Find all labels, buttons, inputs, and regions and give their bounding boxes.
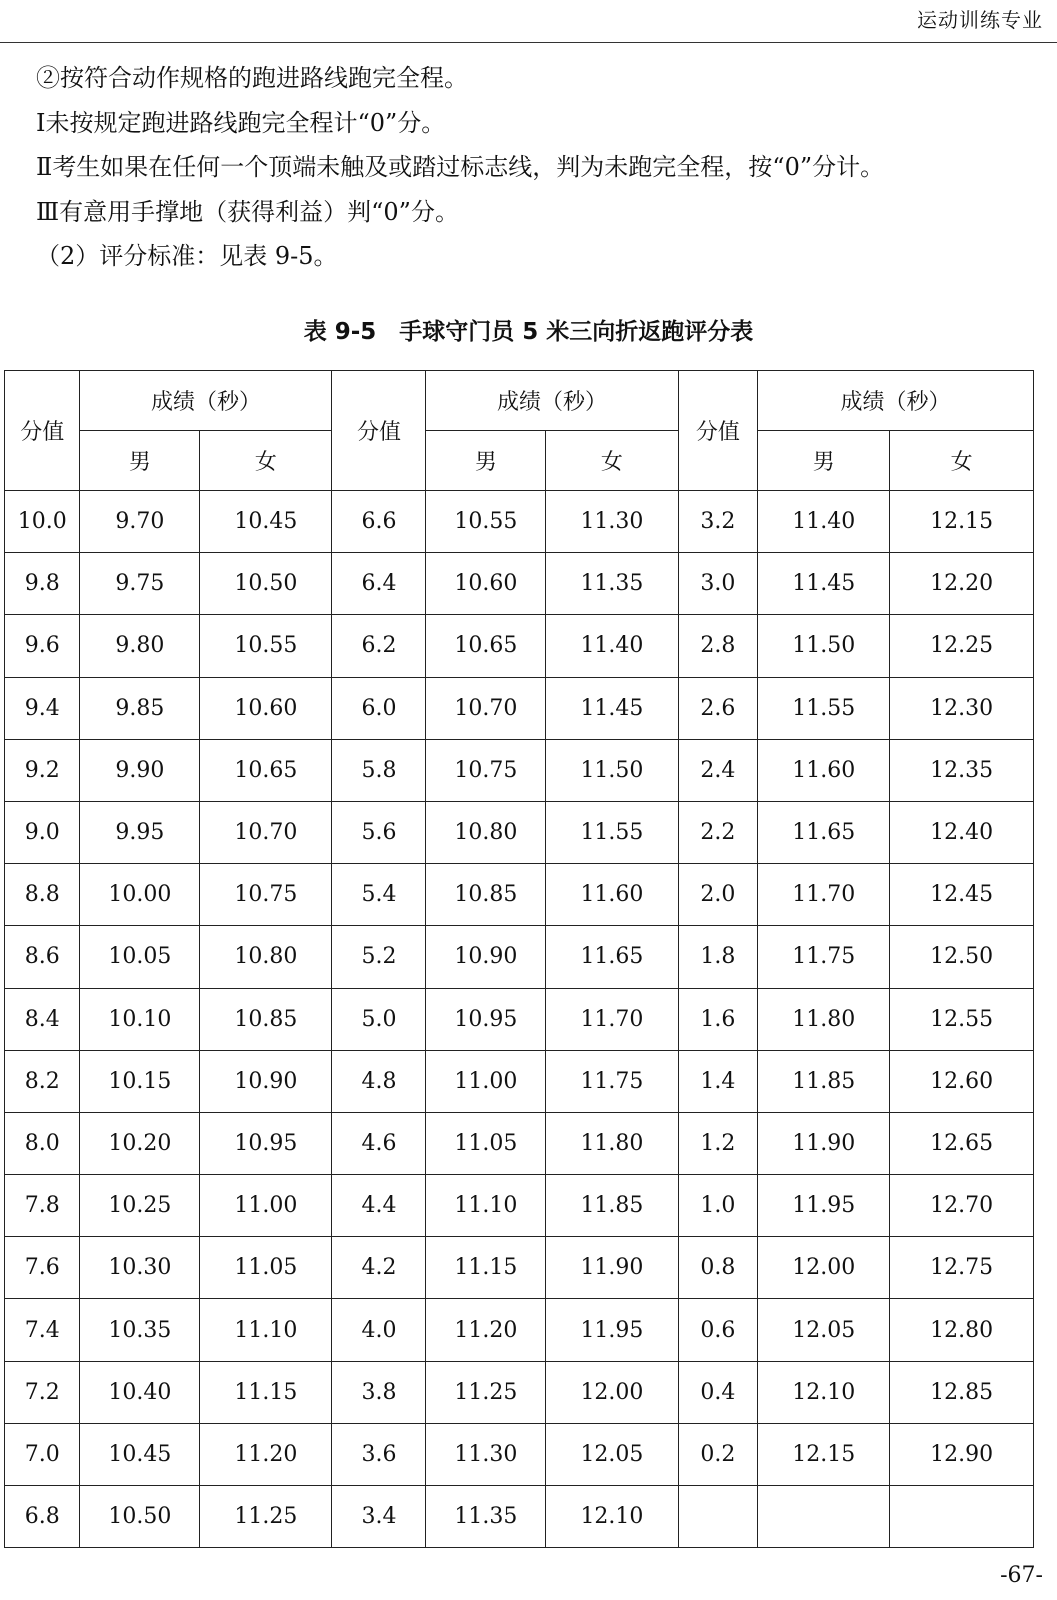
table-row: [5, 1112, 1034, 1174]
table-row: [5, 1486, 1034, 1548]
score-cell: 9.8: [5, 553, 80, 615]
male-time-cell: 10.00: [80, 864, 200, 926]
table-row: [5, 1050, 1034, 1112]
female-time-cell: 11.95: [546, 1299, 678, 1361]
page-number: -67-: [1000, 1563, 1043, 1588]
header-result: 成绩（秒）: [758, 371, 1034, 431]
female-time-cell: 10.85: [200, 988, 332, 1050]
female-time-cell: 12.35: [890, 739, 1034, 801]
score-cell: 3.0: [678, 553, 758, 615]
score-cell: 6.2: [332, 615, 426, 677]
female-time-cell: 10.50: [200, 553, 332, 615]
score-cell: 4.8: [332, 1050, 426, 1112]
female-time-cell: 11.50: [546, 739, 678, 801]
male-time-cell: 11.85: [758, 1050, 890, 1112]
female-time-cell: 10.80: [200, 926, 332, 988]
female-time-cell: 12.65: [890, 1112, 1034, 1174]
score-cell: 8.4: [5, 988, 80, 1050]
male-time-cell: [758, 1486, 890, 1548]
female-time-cell: 10.75: [200, 864, 332, 926]
male-time-cell: 10.65: [426, 615, 546, 677]
score-cell: 8.8: [5, 864, 80, 926]
male-time-cell: 10.05: [80, 926, 200, 988]
running-header: 运动训练专业: [917, 8, 1043, 32]
header-score: 分值: [332, 371, 426, 491]
female-time-cell: 12.30: [890, 677, 1034, 739]
male-time-cell: 11.80: [758, 988, 890, 1050]
female-time-cell: [890, 1486, 1034, 1548]
header-result: 成绩（秒）: [426, 371, 678, 431]
header-result: 成绩（秒）: [80, 371, 332, 431]
score-cell: 1.2: [678, 1112, 758, 1174]
female-time-cell: 12.85: [890, 1361, 1034, 1423]
score-cell: 7.8: [5, 1175, 80, 1237]
male-time-cell: 9.75: [80, 553, 200, 615]
table-row: [5, 491, 1034, 553]
score-cell: 6.4: [332, 553, 426, 615]
table-row: [5, 677, 1034, 739]
female-time-cell: 11.70: [546, 988, 678, 1050]
score-cell: 4.6: [332, 1112, 426, 1174]
male-time-cell: 11.10: [426, 1175, 546, 1237]
score-cell: 2.0: [678, 864, 758, 926]
score-cell: 6.8: [5, 1486, 80, 1548]
header-female: 女: [546, 431, 678, 491]
female-time-cell: 12.60: [890, 1050, 1034, 1112]
score-cell: 5.0: [332, 988, 426, 1050]
male-time-cell: 12.05: [758, 1299, 890, 1361]
body-line: Ⅰ未按规定跑进路线跑完全程计“0”分。: [36, 108, 446, 137]
male-time-cell: 10.70: [426, 677, 546, 739]
score-cell: 7.0: [5, 1423, 80, 1485]
male-time-cell: 11.60: [758, 739, 890, 801]
table-row: [5, 864, 1034, 926]
male-time-cell: 11.05: [426, 1112, 546, 1174]
score-cell: 1.6: [678, 988, 758, 1050]
female-time-cell: 11.85: [546, 1175, 678, 1237]
male-time-cell: 11.35: [426, 1486, 546, 1548]
female-time-cell: 11.90: [546, 1237, 678, 1299]
body-line: （2）评分标准：见表 9-5。: [36, 242, 338, 270]
male-time-cell: 11.50: [758, 615, 890, 677]
male-time-cell: 10.15: [80, 1050, 200, 1112]
female-time-cell: 11.40: [546, 615, 678, 677]
header-divider: [0, 42, 1057, 43]
male-time-cell: 10.40: [80, 1361, 200, 1423]
male-time-cell: 11.00: [426, 1050, 546, 1112]
male-time-cell: 10.50: [80, 1486, 200, 1548]
female-time-cell: 12.70: [890, 1175, 1034, 1237]
female-time-cell: 12.90: [890, 1423, 1034, 1485]
male-time-cell: 10.60: [426, 553, 546, 615]
male-time-cell: 12.10: [758, 1361, 890, 1423]
female-time-cell: 11.45: [546, 677, 678, 739]
female-time-cell: 11.65: [546, 926, 678, 988]
female-time-cell: 10.65: [200, 739, 332, 801]
score-cell: 8.0: [5, 1112, 80, 1174]
male-time-cell: 11.25: [426, 1361, 546, 1423]
score-cell: 2.6: [678, 677, 758, 739]
score-cell: 1.0: [678, 1175, 758, 1237]
table-row: [5, 553, 1034, 615]
female-time-cell: 10.70: [200, 801, 332, 863]
table-caption: 表 9-5 手球守门员 5 米三向折返跑评分表: [303, 319, 754, 345]
header-score: 分值: [5, 371, 80, 491]
body-line: Ⅱ考生如果在任何一个顶端未触及或踏过标志线，判为未跑完全程，按“0”分计。: [36, 153, 885, 181]
table-row: [5, 615, 1034, 677]
score-cell: 0.8: [678, 1237, 758, 1299]
male-time-cell: 9.95: [80, 801, 200, 863]
female-time-cell: 11.15: [200, 1361, 332, 1423]
male-time-cell: 10.45: [80, 1423, 200, 1485]
score-table: [4, 370, 1034, 1548]
table-row: [5, 1299, 1034, 1361]
score-cell: 9.6: [5, 615, 80, 677]
table-row: [5, 926, 1034, 988]
male-time-cell: 11.30: [426, 1423, 546, 1485]
female-time-cell: 10.45: [200, 491, 332, 553]
score-cell: 1.8: [678, 926, 758, 988]
score-cell: 2.2: [678, 801, 758, 863]
male-time-cell: 11.70: [758, 864, 890, 926]
male-time-cell: 10.20: [80, 1112, 200, 1174]
female-time-cell: 11.75: [546, 1050, 678, 1112]
table-row: [5, 1175, 1034, 1237]
female-time-cell: 11.60: [546, 864, 678, 926]
score-cell: 10.0: [5, 491, 80, 553]
male-time-cell: 11.65: [758, 801, 890, 863]
male-time-cell: 10.85: [426, 864, 546, 926]
female-time-cell: 11.25: [200, 1486, 332, 1548]
score-cell: 6.6: [332, 491, 426, 553]
body-text: [36, 56, 884, 279]
female-time-cell: 12.75: [890, 1237, 1034, 1299]
male-time-cell: 11.40: [758, 491, 890, 553]
female-time-cell: 11.30: [546, 491, 678, 553]
female-time-cell: 11.35: [546, 553, 678, 615]
score-cell: 3.6: [332, 1423, 426, 1485]
male-time-cell: 12.15: [758, 1423, 890, 1485]
score-cell: 5.8: [332, 739, 426, 801]
table-row: [5, 1423, 1034, 1485]
score-cell: 9.4: [5, 677, 80, 739]
female-time-cell: 10.55: [200, 615, 332, 677]
male-time-cell: 11.90: [758, 1112, 890, 1174]
male-time-cell: 9.70: [80, 491, 200, 553]
score-cell: 7.2: [5, 1361, 80, 1423]
table-row: [5, 801, 1034, 863]
score-cell: 3.8: [332, 1361, 426, 1423]
body-line: Ⅲ有意用手撑地（获得利益）判“0”分。: [36, 197, 459, 226]
female-time-cell: 12.80: [890, 1299, 1034, 1361]
male-time-cell: 10.30: [80, 1237, 200, 1299]
score-cell: 5.4: [332, 864, 426, 926]
score-cell: 7.4: [5, 1299, 80, 1361]
score-cell: 1.4: [678, 1050, 758, 1112]
header-female: 女: [200, 431, 332, 491]
male-time-cell: 12.00: [758, 1237, 890, 1299]
score-cell: 2.8: [678, 615, 758, 677]
body-line: ②按符合动作规格的跑进路线跑完全程。: [36, 64, 468, 92]
male-time-cell: 10.10: [80, 988, 200, 1050]
score-cell: 7.6: [5, 1237, 80, 1299]
score-cell: [678, 1486, 758, 1548]
score-cell: 0.2: [678, 1423, 758, 1485]
male-time-cell: 11.95: [758, 1175, 890, 1237]
score-cell: 5.2: [332, 926, 426, 988]
male-time-cell: 10.35: [80, 1299, 200, 1361]
score-cell: 9.0: [5, 801, 80, 863]
score-cell: 5.6: [332, 801, 426, 863]
score-cell: 4.2: [332, 1237, 426, 1299]
header-female: 女: [890, 431, 1034, 491]
female-time-cell: 12.55: [890, 988, 1034, 1050]
female-time-cell: 12.05: [546, 1423, 678, 1485]
male-time-cell: 9.80: [80, 615, 200, 677]
score-cell: 3.4: [332, 1486, 426, 1548]
female-time-cell: 10.60: [200, 677, 332, 739]
female-time-cell: 12.25: [890, 615, 1034, 677]
female-time-cell: 11.05: [200, 1237, 332, 1299]
male-time-cell: 10.75: [426, 739, 546, 801]
female-time-cell: 12.40: [890, 801, 1034, 863]
female-time-cell: 12.50: [890, 926, 1034, 988]
table-row: [5, 1361, 1034, 1423]
header-male: 男: [426, 431, 546, 491]
female-time-cell: 12.00: [546, 1361, 678, 1423]
header-score: 分值: [678, 371, 758, 491]
table-row: [5, 739, 1034, 801]
male-time-cell: 9.85: [80, 677, 200, 739]
score-cell: 0.6: [678, 1299, 758, 1361]
male-time-cell: 10.90: [426, 926, 546, 988]
female-time-cell: 12.10: [546, 1486, 678, 1548]
male-time-cell: 9.90: [80, 739, 200, 801]
table-body: [5, 491, 1034, 1548]
score-cell: 3.2: [678, 491, 758, 553]
header-male: 男: [758, 431, 890, 491]
male-time-cell: 11.55: [758, 677, 890, 739]
score-cell: 9.2: [5, 739, 80, 801]
table-row: [5, 988, 1034, 1050]
male-time-cell: 11.20: [426, 1299, 546, 1361]
male-time-cell: 10.95: [426, 988, 546, 1050]
female-time-cell: 11.55: [546, 801, 678, 863]
header-male: 男: [80, 431, 200, 491]
male-time-cell: 10.80: [426, 801, 546, 863]
score-cell: 2.4: [678, 739, 758, 801]
female-time-cell: 11.20: [200, 1423, 332, 1485]
male-time-cell: 11.15: [426, 1237, 546, 1299]
score-cell: 0.4: [678, 1361, 758, 1423]
female-time-cell: 11.10: [200, 1299, 332, 1361]
score-cell: 4.4: [332, 1175, 426, 1237]
female-time-cell: 10.95: [200, 1112, 332, 1174]
female-time-cell: 10.90: [200, 1050, 332, 1112]
female-time-cell: 12.15: [890, 491, 1034, 553]
male-time-cell: 11.45: [758, 553, 890, 615]
score-cell: 8.2: [5, 1050, 80, 1112]
male-time-cell: 10.55: [426, 491, 546, 553]
score-cell: 4.0: [332, 1299, 426, 1361]
table-row: [5, 1237, 1034, 1299]
female-time-cell: 12.45: [890, 864, 1034, 926]
female-time-cell: 12.20: [890, 553, 1034, 615]
female-time-cell: 11.00: [200, 1175, 332, 1237]
male-time-cell: 10.25: [80, 1175, 200, 1237]
score-cell: 6.0: [332, 677, 426, 739]
female-time-cell: 11.80: [546, 1112, 678, 1174]
score-cell: 8.6: [5, 926, 80, 988]
male-time-cell: 11.75: [758, 926, 890, 988]
